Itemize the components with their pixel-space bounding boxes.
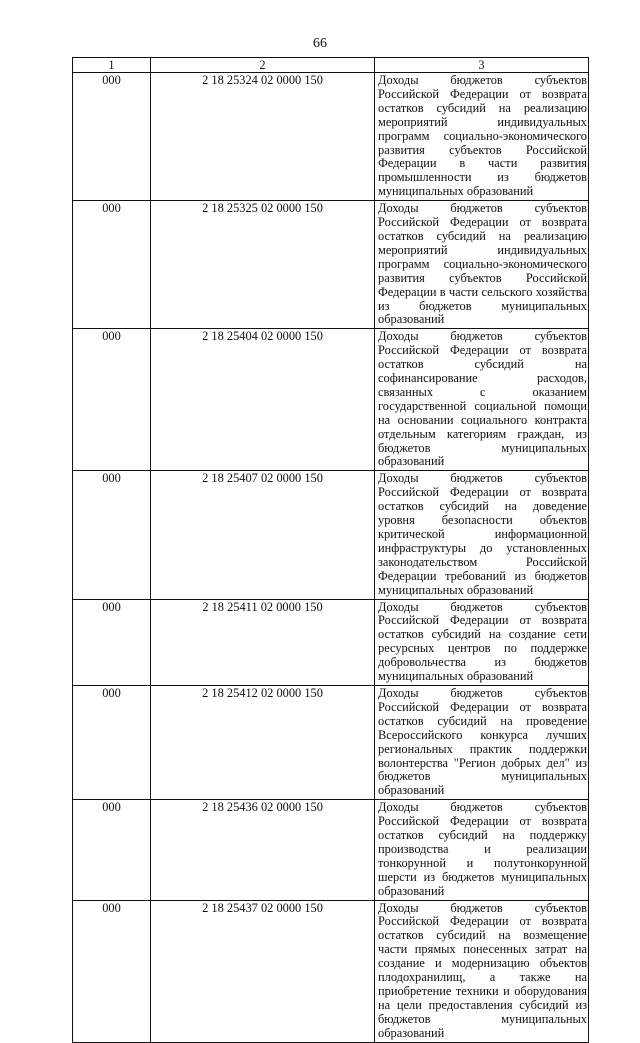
description-cell <box>375 329 589 471</box>
column-number-1: 1 <box>73 58 151 73</box>
table-row <box>73 900 589 1042</box>
description-text: Доходы бюджетов субъектов Российской Федерации от возврата остатков субсидий на возмещение части прямых понесенных затрат на создание и модернизацию объектов плодохранилищ, а также на приобретение техники и оборудования на цели предоставления субсидий из бюджетов муниципальных образований <box>378 900 587 1040</box>
description-text: Доходы бюджетов субъектов Российской Федерации от возврата остатков субсидий на реализацию мероприятий индивидуальных программ социально-экономического развития субъектов Российской Федерации в части развития промышленности из бюджетов муниципальных образований <box>378 73 587 199</box>
description-cell <box>375 599 589 685</box>
kbk-code-cell: 2 18 25436 02 0000 150 <box>151 800 375 900</box>
description-text: Доходы бюджетов субъектов Российской Федерации от возврата остатков субсидий на реализацию мероприятий индивидуальных программ социально-экономического развития субъектов Российской Федерации в части сельского хозяйства из бюджетов муниципальных образований <box>378 201 587 327</box>
description-cell <box>375 685 589 799</box>
admin-code-cell: 000 <box>73 599 151 685</box>
table-row <box>73 329 589 471</box>
table-row <box>73 201 589 329</box>
kbk-code-cell: 2 18 25412 02 0000 150 <box>151 685 375 799</box>
column-number-3: 3 <box>375 58 589 73</box>
description-cell <box>375 471 589 599</box>
table-header-row <box>73 58 589 73</box>
admin-code-cell: 000 <box>73 201 151 329</box>
description-text: Доходы бюджетов субъектов Российской Федерации от возврата остатков субсидий на софинансирование расходов, связанных с оказанием государственной социальной помощи на основании социального контракта отдельным категориям граждан, из бюджетов муниципальных образований <box>378 329 587 469</box>
kbk-code-cell: 2 18 25437 02 0000 150 <box>151 900 375 1042</box>
budget-code-table <box>72 57 589 1043</box>
description-text: Доходы бюджетов субъектов Российской Федерации от возврата остатков субсидий на создание сети ресурсных центров по поддержке добровольчества из бюджетов муниципальных образований <box>378 599 587 684</box>
admin-code-cell: 000 <box>73 900 151 1042</box>
table-row <box>73 599 589 685</box>
admin-code-cell: 000 <box>73 471 151 599</box>
kbk-code-cell: 2 18 25404 02 0000 150 <box>151 329 375 471</box>
page-number: 66 <box>313 36 327 51</box>
description-text: Доходы бюджетов субъектов Российской Федерации от возврата остатков субсидий на проведение Всероссийского конкурса лучших региональных практик поддержки волонтерства "Регион добрых дел" из бюджетов муниципальных образований <box>378 685 587 798</box>
admin-code-cell: 000 <box>73 329 151 471</box>
kbk-code-cell: 2 18 25411 02 0000 150 <box>151 599 375 685</box>
description-cell <box>375 800 589 900</box>
column-number-2: 2 <box>151 58 375 73</box>
admin-code-cell: 000 <box>73 800 151 900</box>
table-row <box>73 73 589 201</box>
admin-code-cell: 000 <box>73 73 151 201</box>
kbk-code-cell: 2 18 25407 02 0000 150 <box>151 471 375 599</box>
description-cell <box>375 201 589 329</box>
kbk-code-cell: 2 18 25325 02 0000 150 <box>151 201 375 329</box>
table-row <box>73 471 589 599</box>
table-row <box>73 685 589 799</box>
kbk-code-cell: 2 18 25324 02 0000 150 <box>151 73 375 201</box>
table-row <box>73 800 589 900</box>
description-cell <box>375 73 589 201</box>
admin-code-cell: 000 <box>73 685 151 799</box>
description-cell <box>375 900 589 1042</box>
description-text: Доходы бюджетов субъектов Российской Федерации от возврата остатков субсидий на поддержку производства и реализации тонкорунной и полутонкорунной шерсти из бюджетов муниципальных образований <box>378 800 587 898</box>
description-text: Доходы бюджетов субъектов Российской Федерации от возврата остатков субсидий на доведение уровня безопасности объектов критической информационной инфраструктуры до установленных законодательством Российской Федерации требований из бюджетов муниципальных образований <box>378 471 587 597</box>
